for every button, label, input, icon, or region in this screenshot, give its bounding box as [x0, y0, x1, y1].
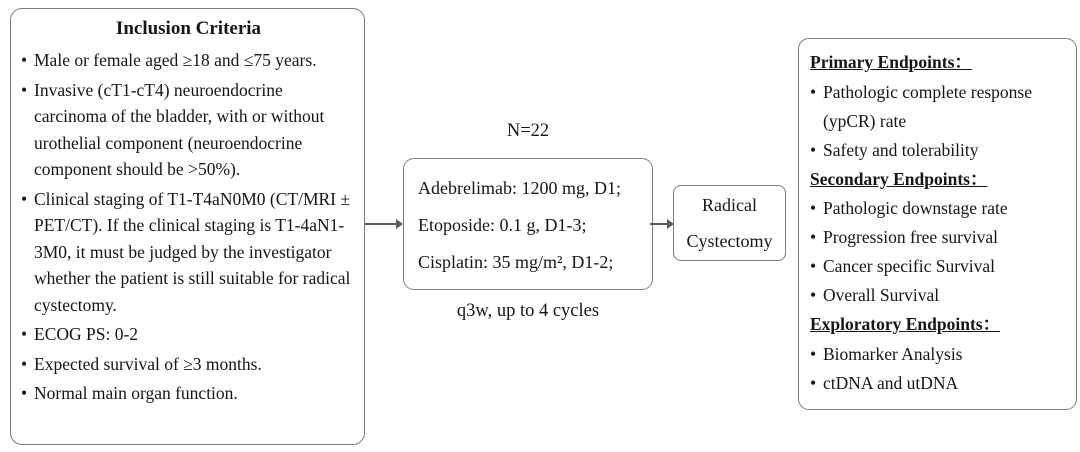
secondary-endpoints-list: [810, 194, 1072, 310]
inclusion-criteria-box: [10, 8, 365, 445]
arrow-head-icon: [396, 219, 403, 229]
arrow-inclusion-to-treatment: [365, 219, 403, 229]
inclusion-criteria-title: Inclusion Criteria: [115, 18, 262, 39]
endpoints-box: [798, 38, 1077, 410]
radical-cystectomy-box: [673, 185, 786, 261]
arrow-line: [365, 223, 398, 225]
treatment-regimen-box: [403, 158, 653, 290]
endpoint-biomarker: • Biomarker Analysis: [810, 340, 1072, 369]
endpoint-css: • Cancer specific Survival: [810, 252, 1072, 281]
drug-adebrelimab: Adebrelimab: 1200 mg, D1;: [418, 178, 621, 198]
exploratory-endpoints-heading: Exploratory Endpoints：: [810, 314, 1001, 334]
endpoint-ypcr-rate: • Pathologic complete response (ypCR) rate: [810, 78, 1072, 136]
inclusion-item-organ-function: • Normal main organ function.: [21, 380, 356, 407]
endpoint-os: • Overall Survival: [810, 281, 1072, 310]
inclusion-item-ecog: • ECOG PS: 0-2: [21, 321, 356, 348]
schedule-label: q3w, up to 4 cycles: [456, 301, 600, 321]
endpoint-downstage-rate: • Pathologic downstage rate: [810, 194, 1072, 223]
inclusion-item-age: • Male or female aged ≥18 and ≤75 years.: [21, 47, 356, 74]
inclusion-item-survival: • Expected survival of ≥3 months.: [21, 351, 356, 378]
endpoint-ctdna-utdna: • ctDNA and utDNA: [810, 369, 1072, 398]
arrow-treatment-to-surgery: [650, 219, 674, 229]
inclusion-item-carcinoma: • Invasive (cT1-cT4) neuroendocrine carcinoma of the bladder, with or without urothelial component (neuroendocrine component should be >50%).: [21, 77, 356, 183]
exploratory-endpoints-list: [810, 340, 1072, 398]
secondary-endpoints-heading: Secondary Endpoints：: [810, 168, 988, 189]
endpoint-safety: • Safety and tolerability: [810, 136, 1072, 165]
inclusion-criteria-list: [21, 47, 356, 407]
sample-size-label: N=22: [506, 121, 550, 141]
inclusion-item-staging: • Clinical staging of T1-T4aN0M0 (CT/MRI ± PET/CT). If the clinical staging is T1-4aN1-3M0, it must be judged by the investigator whether the patient is still suitable for radical cystectomy.: [21, 186, 356, 319]
drug-cisplatin: Cisplatin: 35 mg/m², D1-2;: [418, 252, 614, 272]
endpoint-pfs: • Progression free survival: [810, 223, 1072, 252]
radical-cystectomy-label: Radical Cystectomy: [686, 195, 773, 251]
primary-endpoints-heading: Primary Endpoints：: [810, 52, 972, 72]
primary-endpoints-list: [810, 78, 1072, 165]
drug-etoposide: Etoposide: 0.1 g, D1-3;: [418, 215, 587, 235]
